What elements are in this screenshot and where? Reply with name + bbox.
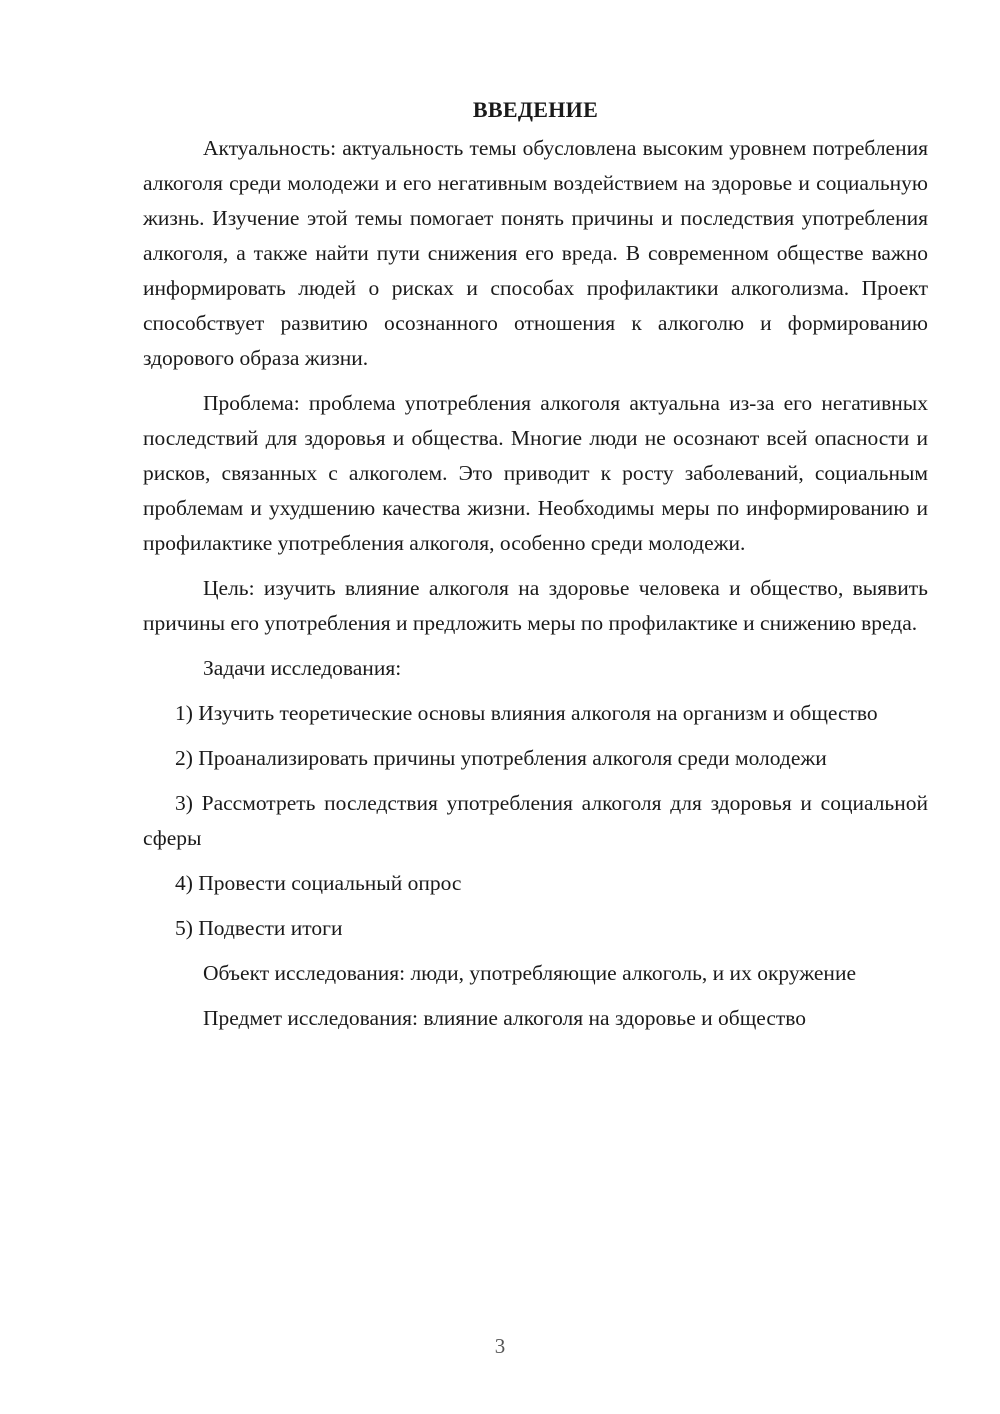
task-item: 1) Изучить теоретические основы влияния алкоголя на организм и общество: [175, 701, 878, 725]
task-item: 4) Провести социальный опрос: [175, 871, 462, 895]
task-item: 2) Проанализировать причины употребления алкоголя среди молодежи: [175, 746, 827, 770]
task-item: 5) Подвести итоги: [175, 916, 343, 940]
tasks-title: Задачи исследования:: [203, 656, 402, 680]
section-heading: ВВЕДЕНИЕ: [472, 97, 599, 122]
subject-paragraph: Предмет исследования: влияние алкоголя на здоровье и общество: [203, 1006, 807, 1030]
document-page: [143, 95, 928, 1046]
page-number: 3: [494, 1334, 506, 1358]
task-item: 3) Рассмотреть последствия употребления алкоголя для здоровья и социальной сферы: [143, 791, 928, 850]
object-paragraph: Объект исследования: люди, употребляющие алкоголь, и их окружение: [203, 961, 856, 985]
goal-paragraph: Цель: изучить влияние алкоголя на здоровье человека и общество, выявить причины его употребления и предложить меры по профилактике и снижению вреда.: [143, 576, 928, 635]
problem-paragraph: Проблема: проблема употребления алкоголя актуальна из-за его негативных последствий для здоровья и общества. Многие люди не осознают всей опасности и рисков, связанных с алкоголем. Это приводит к росту заболеваний, социальным проблемам и ухудшению качества жизни. Необходимы меры по информированию и профилактике употребления алкоголя, особенно среди молодежи.: [143, 391, 928, 555]
relevance-paragraph: Актуальность: актуальность темы обусловлена высоким уровнем потребления алкоголя среди молодежи и его негативным воздействием на здоровье и социальную жизнь. Изучение этой темы помогает понять причины и последствия употребления алкоголя, а также найти пути снижения его вреда. В современном обществе важно информировать людей о рисках и способах профилактики алкоголизма. Проект способствует развитию осознанного отношения к алкоголю и формированию здорового образа жизни.: [143, 136, 928, 370]
